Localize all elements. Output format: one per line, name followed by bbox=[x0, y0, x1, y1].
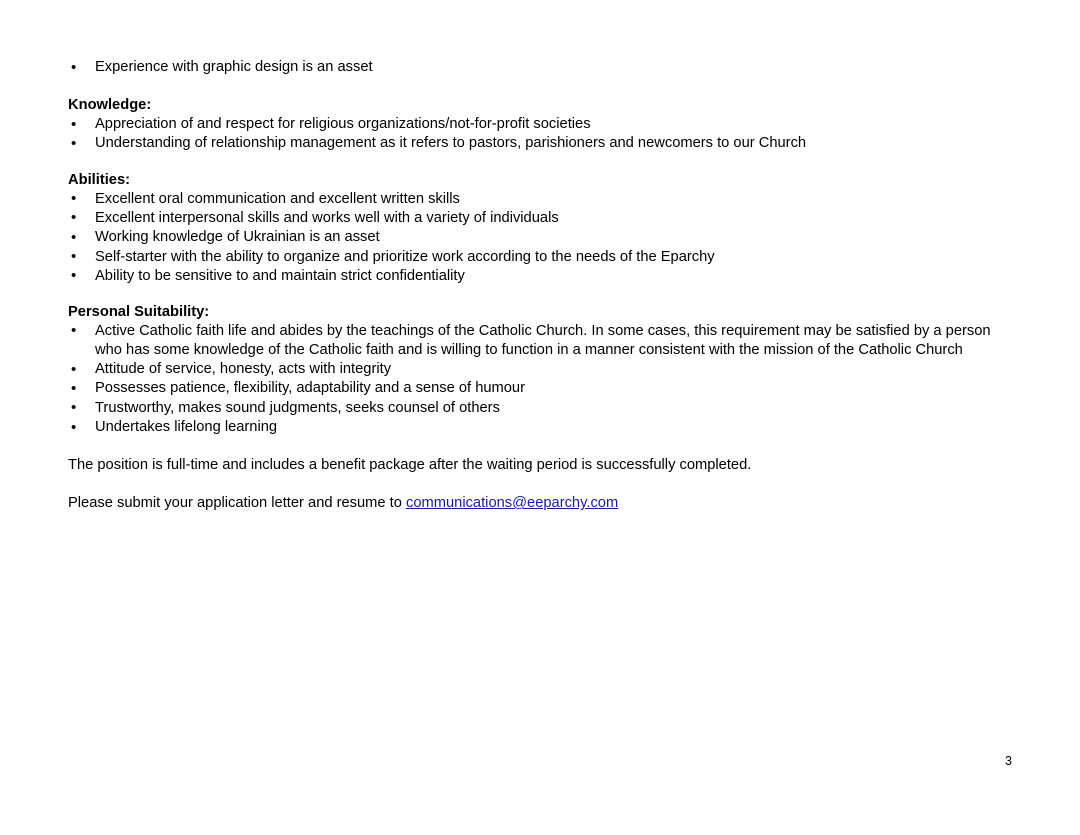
page-number: 3 bbox=[1005, 754, 1012, 768]
list-item: • Self-starter with the ability to organize and prioritize work according to the needs of the Eparchy bbox=[68, 248, 1010, 267]
list-item: • Excellent interpersonal skills and works well with a variety of individuals bbox=[68, 209, 1010, 228]
closing-paragraph: The position is full-time and includes a benefit package after the waiting period is successfully completed. bbox=[68, 457, 752, 474]
spacer bbox=[68, 475, 1010, 494]
list-item: • Active Catholic faith life and abides by the teachings of the Catholic Church. In some cases, this requirement may be satisfied by a person who has some knowledge of the Catholic faith and is willing to function in a manner consistent with the mission of the Catholic Church bbox=[68, 322, 1010, 360]
document-body bbox=[68, 58, 1010, 513]
section-heading-abilities: Abilities: bbox=[68, 171, 131, 188]
spacer bbox=[68, 286, 1010, 303]
list-item: • Working knowledge of Ukrainian is an asset bbox=[68, 228, 1010, 247]
list-item: • Attitude of service, honesty, acts with integrity bbox=[68, 360, 1010, 379]
list-item: • Ability to be sensitive to and maintain strict confidentiality bbox=[68, 267, 1010, 286]
spacer bbox=[68, 437, 1010, 456]
knowledge-bullet-list bbox=[68, 115, 1010, 153]
submission-text: Please submit your application letter and resume to bbox=[68, 495, 406, 512]
submission-paragraph bbox=[68, 494, 1010, 513]
list-item: • Experience with graphic design is an asset bbox=[68, 58, 1010, 77]
spacer bbox=[68, 77, 1010, 96]
intro-bullet-list bbox=[68, 58, 1010, 77]
spacer bbox=[68, 154, 1010, 171]
email-link[interactable]: communications@eeparchy.com bbox=[406, 495, 619, 512]
abilities-bullet-list bbox=[68, 190, 1010, 286]
list-item: • Appreciation of and respect for religious organizations/not-for-profit societies bbox=[68, 115, 1010, 134]
section-heading-knowledge: Knowledge: bbox=[68, 97, 152, 114]
list-item: • Understanding of relationship management as it refers to pastors, parishioners and newcomers to our Church bbox=[68, 134, 1010, 153]
personal-suitability-bullet-list bbox=[68, 322, 1010, 437]
list-item: • Trustworthy, makes sound judgments, seeks counsel of others bbox=[68, 399, 1010, 418]
list-item: • Possesses patience, flexibility, adaptability and a sense of humour bbox=[68, 379, 1010, 398]
section-heading-personal-suitability: Personal Suitability: bbox=[68, 304, 210, 321]
list-item: • Undertakes lifelong learning bbox=[68, 418, 1010, 437]
list-item: • Excellent oral communication and excellent written skills bbox=[68, 190, 1010, 209]
